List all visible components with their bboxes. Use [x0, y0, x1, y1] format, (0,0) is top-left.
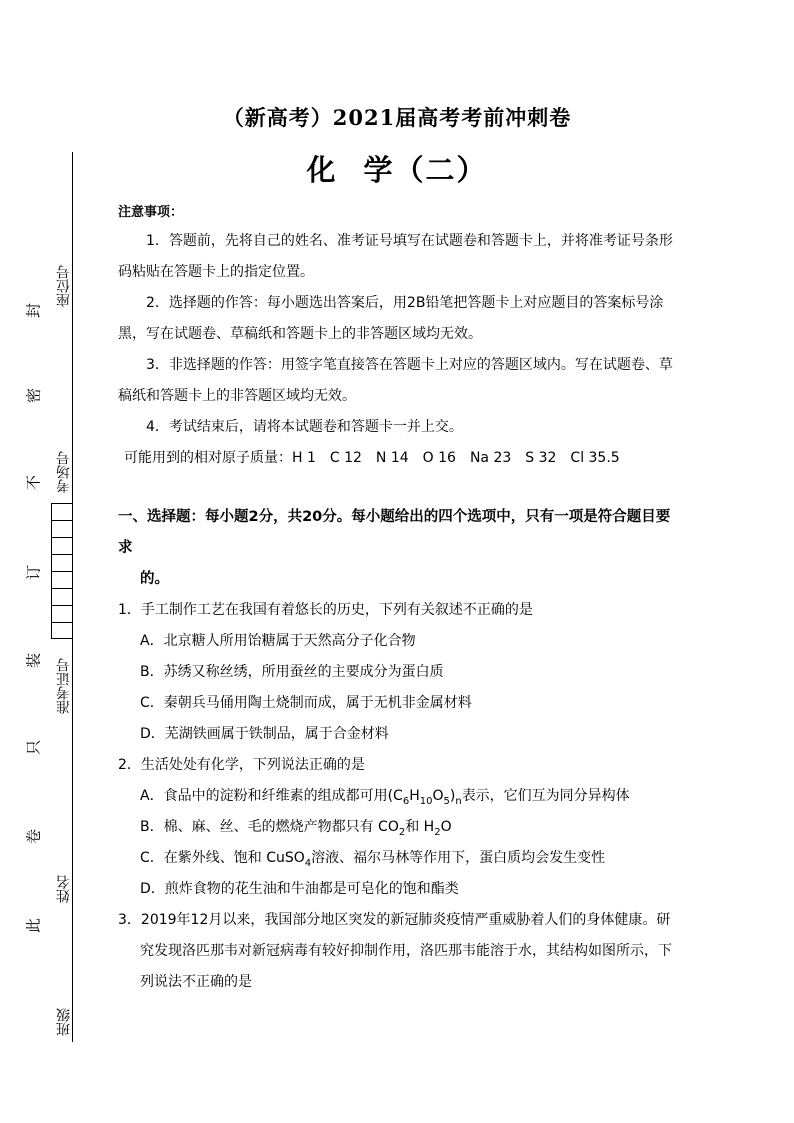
notice-item: 2．选择题的作答：每小题选出答案后，用2B铅笔把答题卡上对应题目的答案标号涂黑，写在试题卷、草稿纸和答题卡上的非答题区域均无效。	[118, 295, 664, 342]
subscript: 4	[304, 857, 312, 869]
seal-char: 订	[24, 565, 43, 581]
subscript: 2	[434, 826, 441, 838]
class-label: 班级	[56, 1005, 72, 1039]
notice-item: 4．考试结束后，请将本试题卷和答题卡一并上交。	[146, 419, 463, 435]
option-text: )	[449, 788, 456, 804]
option-text: B．棉、麻、丝、毛的燃烧产物都只有 CO	[140, 819, 399, 835]
notice-heading: 注意事项：	[118, 205, 184, 220]
exam-title: （新高考）2021届高考考前冲刺卷	[222, 105, 572, 130]
notice-item: 3．非选择题的作答：用签字笔直接答在答题卡上对应的答题区域内。写在试题卷、草稿纸和答题卡上的非答题区域均无效。	[118, 357, 673, 404]
question-stem: 2．生活处处有化学，下列说法正确的是	[118, 757, 365, 773]
subject-title-right: 学（二）	[363, 153, 488, 187]
exam-content	[118, 200, 678, 998]
seal-char: 封	[24, 303, 43, 319]
question-stem-continued: 列说法不正确的是	[140, 974, 252, 990]
option-text: 溶液、福尔马林等作用下，蛋白质均会发生变性	[311, 850, 606, 866]
seal-char: 装	[24, 653, 43, 669]
answer-option: A．北京糖人所用饴糖属于天然高分子化合物	[140, 633, 416, 649]
relative-atomic-masses: 可能用到的相对原子质量：H 1 C 12 N 14 O 16 Na 23 S 32 Cl 35.5	[124, 450, 620, 466]
answer-option	[118, 781, 678, 812]
subscript: 2	[398, 826, 406, 838]
ticket-number-grid	[51, 503, 73, 639]
answer-option: D．煎炸食物的花生油和牛油都是可皂化的饱和酯类	[140, 881, 459, 897]
subscript: 5	[443, 795, 450, 807]
answer-option: D．芜湖铁画属于铁制品，属于合金材料	[140, 726, 389, 742]
question-stem: 1．手工制作工艺在我国有着悠长的历史，下列有关叙述不正确的是	[118, 602, 533, 618]
ticket-number-label: 准考证号	[56, 655, 72, 717]
section-heading-line1: 一、选择题：每小题2分，共20分。每小题给出的四个选项中，只有一项是符合题目要求	[118, 509, 671, 556]
answer-option	[118, 843, 678, 874]
subscript: n	[455, 795, 462, 807]
question-stem: 3．2019年12月以来，我国部分地区突发的新冠肺炎疫情严重威胁着人们的身体健康。研	[118, 912, 671, 928]
section-heading	[118, 502, 678, 595]
notice-item: 1．答题前，先将自己的姓名、准考证号填写在试题卷和答题卡上，并将准考证号条形码粘贴在答题卡上的指定位置。	[118, 233, 673, 280]
seal-char: 此	[24, 918, 43, 934]
seal-char: 不	[24, 475, 43, 491]
option-text: C．在紫外线、饱和 CuSO	[140, 850, 305, 866]
seal-char: 只	[24, 740, 43, 756]
subscript: 6	[402, 795, 410, 807]
option-text: O	[432, 788, 444, 804]
option-text: 和 H	[405, 819, 435, 835]
subject-title-left: 化	[306, 153, 338, 187]
answer-option	[118, 812, 678, 843]
question-stem-continued: 究发现洛匹那韦对新冠病毒有较好抑制作用，洛匹那韦能溶于水，其结构如图所示，下	[140, 943, 672, 959]
answer-option: B．苏绣又称丝绣，所用蚕丝的主要成分为蛋白质	[140, 664, 444, 680]
seal-char: 卷	[24, 829, 43, 845]
subject-title	[0, 148, 794, 189]
option-text: A．食品中的淀粉和纤维素的组成都可用(C	[140, 788, 403, 804]
name-label: 姓名	[56, 872, 72, 906]
exam-room-label: 考场号	[56, 448, 72, 496]
option-text: H	[409, 788, 420, 804]
seat-number-label: 座位号	[56, 262, 72, 310]
option-text: 表示，它们互为同分异构体	[461, 788, 630, 804]
section-heading-line2: 的。	[140, 571, 169, 587]
subscript: 10	[419, 795, 433, 807]
answer-option: C．秦朝兵马俑用陶土烧制而成，属于无机非金属材料	[140, 695, 472, 711]
option-text: O	[440, 819, 452, 835]
seal-char: 密	[24, 388, 43, 404]
